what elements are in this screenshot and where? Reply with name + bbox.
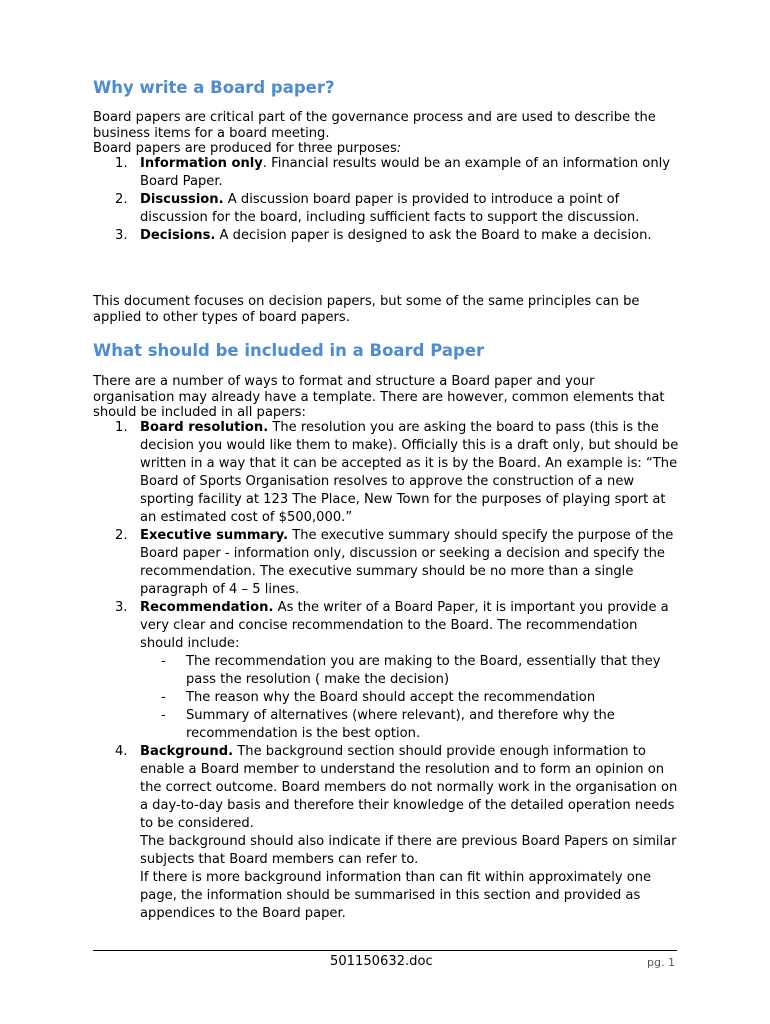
list-item: 3. Decisions. A decision paper is designed to ask the Board to make a decision. (115, 228, 652, 243)
footer-filename: 501150632.doc (330, 954, 433, 969)
closing-paragraph: This document focuses on decision papers, but some of the same principles can be applied to other types of board papers. (93, 294, 640, 325)
footer-page-number: pg. 1 (647, 956, 675, 969)
list-item: 2. Discussion. A discussion board paper is provided to introduce a point of discussion for the board, including sufficient facts to support the discussion. (115, 192, 640, 225)
list-item: 1. Information only. Financial results would be an example of an information only Board Paper. (115, 156, 671, 189)
footer-divider (93, 950, 677, 951)
section-heading-what: What should be included in a Board Paper (93, 341, 485, 360)
purposes-list (93, 155, 683, 245)
section2-intro: There are a number of ways to format and structure a Board paper and your organisation may already have a template. There are however, common elements that should be included in all papers: (93, 374, 665, 420)
section-heading-why: Why write a Board paper? (93, 78, 335, 97)
background-extra-1: The background should also indicate if there are previous Board Papers on similar subjects that Board members can refer to. (140, 834, 677, 867)
list-item: 3. Recommendation. As the writer of a Board Paper, it is important you provide a very clear and concise recommendation to the Board. The recommendation should include: - The recommendation you are making to the Board, essentially that they pass the resolution ( make the decision) - The reason why the Board should accept the recommendation - Summary of alternatives (where relevant), and therefore why the recommendation is the best option. (93, 599, 683, 743)
purposes-intro: Board papers are produced for three purposes: (93, 141, 402, 156)
recommendation-sublist (140, 653, 683, 743)
sublist-item: - The reason why the Board should accept the recommendation (161, 690, 596, 705)
background-extra-2: If there is more background information than can fit within approximately one page, the information should be summarised in this section and provided as appendices to the Board paper. (140, 870, 652, 921)
intro-paragraph: Board papers are critical part of the governance process and are used to describe the business items for a board meeting. (93, 110, 656, 141)
list-item: 4. Background. The background section should provide enough information to enable a Board member to understand the resolution and to form an opinion on the correct outcome. Board members do not normally work in the organisation on a day-to-day basis and therefore their knowledge of the detailed operation needs to be considered. The background should also indicate if there are previous Board Papers on similar subjects that Board members can refer to. If there is more background information than can fit within approximately one page, the information should be summarised in this section and provided as appendices to the Board paper. (93, 743, 683, 923)
sublist-item: - The recommendation you are making to the Board, essentially that they pass the resolution ( make the decision) (161, 654, 661, 687)
list-item: 1. Board resolution. The resolution you are asking the board to pass (this is the decision you would like them to make). Officially this is a draft only, but should be written in a way that it can be accepted as it is by the Board. An example is: “The Board of Sports Organisation resolves to approve the construction of a new sporting facility at 123 The Place, New Town for the purposes of playing sport at an estimated cost of $500,000.” (115, 420, 679, 525)
list-item: 2. Executive summary. The executive summary should specify the purpose of the Board paper - information only, discussion or seeking a decision and specify the recommendation. The executive summary should be no more than a single paragraph of 4 – 5 lines. (115, 528, 674, 597)
sublist-item: - Summary of alternatives (where relevant), and therefore why the recommendation is the best option. (161, 708, 615, 741)
elements-list (93, 419, 683, 923)
